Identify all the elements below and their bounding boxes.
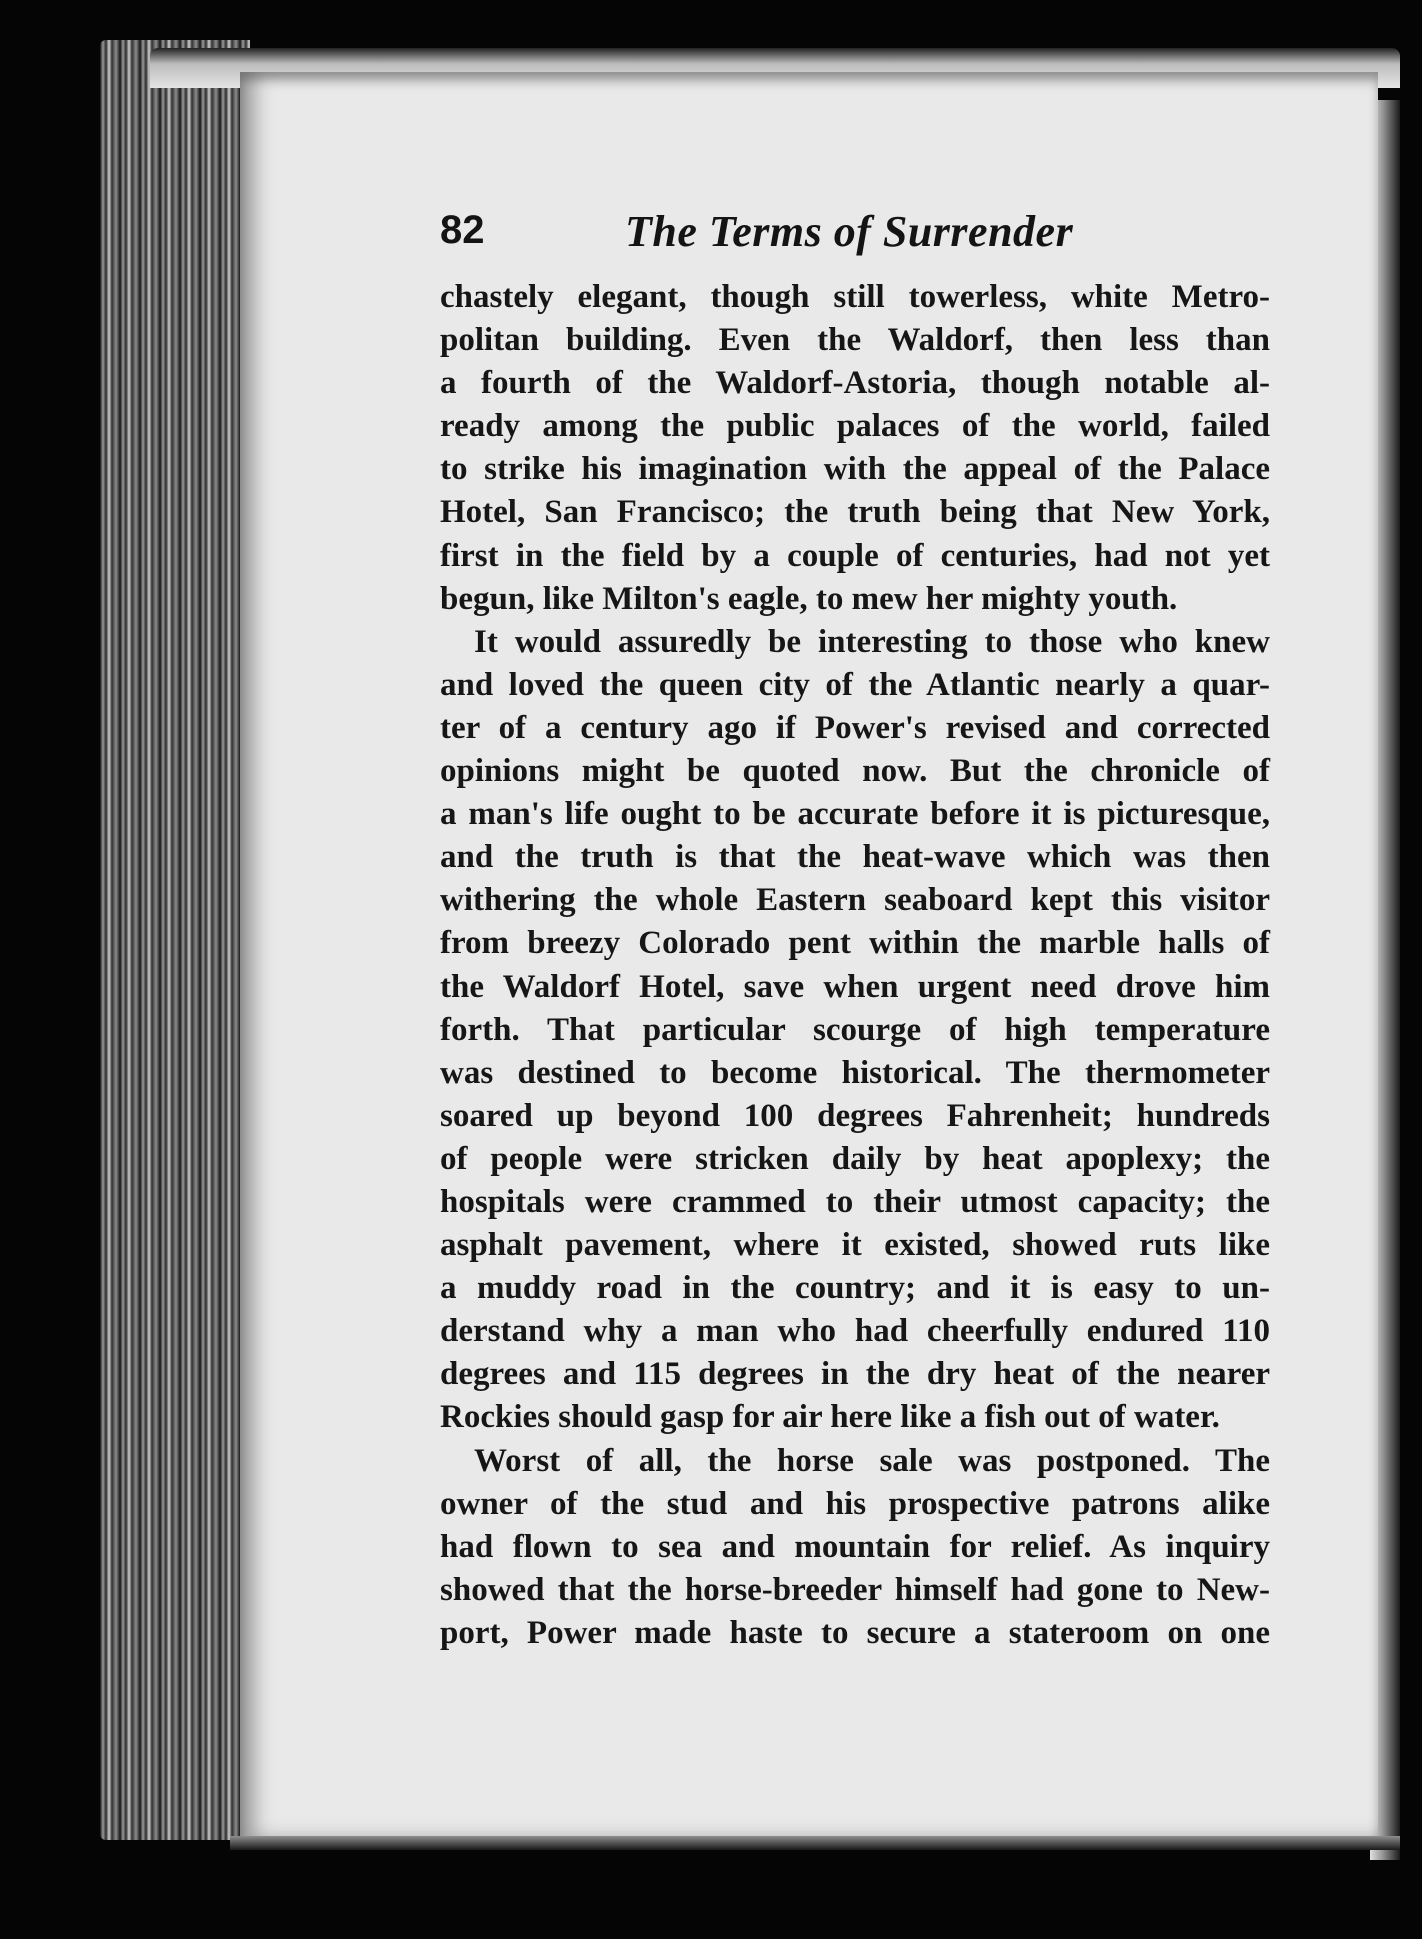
text-line: ready among the public palaces of the world, failed	[440, 408, 1270, 445]
text-line: was destined to become historical. The thermometer	[440, 1054, 1270, 1091]
text-line: of people were stricken daily by heat apoplexy; the	[440, 1140, 1270, 1177]
text-line: first in the field by a couple of centuries, had not yet	[440, 537, 1270, 574]
text-line: politan building. Even the Waldorf, then less than	[440, 322, 1270, 359]
text-line: to strike his imagination with the appeal of the Palace	[440, 451, 1270, 488]
book-page-edges	[100, 40, 250, 1840]
text-line: hospitals were crammed to their utmost capacity; the	[440, 1183, 1270, 1220]
text-line: degrees and 115 degrees in the dry heat of the nearer	[440, 1356, 1270, 1393]
text-line: withering the whole Eastern seaboard kept this visitor	[440, 882, 1270, 919]
text-line: and the truth is that the heat-wave which was then	[440, 839, 1270, 876]
text-line: chastely elegant, though still towerless, white Metro-	[440, 279, 1270, 315]
text-line: a muddy road in the country; and it is easy to un-	[440, 1270, 1270, 1307]
text-line: derstand why a man who had cheerfully endured 110	[440, 1313, 1270, 1350]
book-bottom-edge	[230, 1836, 1400, 1850]
running-head	[440, 208, 1270, 268]
text-line: the Waldorf Hotel, save when urgent need drove him	[440, 968, 1270, 1005]
text-line: owner of the stud and his prospective patrons alike	[440, 1485, 1270, 1522]
text-line: a fourth of the Waldorf-Astoria, though notable al-	[440, 365, 1270, 402]
text-line: opinions might be quoted now. But the chronicle of	[440, 753, 1270, 790]
body-text	[440, 276, 1270, 1655]
text-line: Rockies should gasp for air here like a fish out of water.	[440, 1399, 1220, 1436]
text-line: Worst of all, the horse sale was postponed. The	[474, 1442, 1270, 1479]
text-line: asphalt pavement, where it existed, showed ruts like	[440, 1227, 1270, 1264]
text-line: and loved the queen city of the Atlantic nearly a quar-	[440, 666, 1270, 703]
text-line: forth. That particular scourge of high temperature	[440, 1011, 1270, 1048]
text-line: begun, like Milton's eagle, to mew her mighty youth.	[440, 580, 1178, 617]
text-line: a man's life ought to be accurate before it is picturesque,	[440, 796, 1270, 833]
text-line: showed that the horse-breeder himself had gone to New-	[440, 1571, 1270, 1608]
text-line: soared up beyond 100 degrees Fahrenheit; hundreds	[440, 1097, 1270, 1134]
text-line: It would assuredly be interesting to those who knew	[474, 623, 1270, 660]
page-number: 82	[440, 208, 485, 252]
text-line: from breezy Colorado pent within the marble halls of	[440, 925, 1270, 962]
text-line: ter of a century ago if Power's revised and corrected	[440, 709, 1270, 746]
text-line: Hotel, San Francisco; the truth being that New York,	[440, 494, 1270, 531]
text-line: port, Power made haste to secure a stateroom on one	[440, 1614, 1270, 1651]
text-line: had flown to sea and mountain for relief. As inquiry	[440, 1528, 1270, 1565]
running-title: The Terms of Surrender	[625, 207, 1074, 256]
